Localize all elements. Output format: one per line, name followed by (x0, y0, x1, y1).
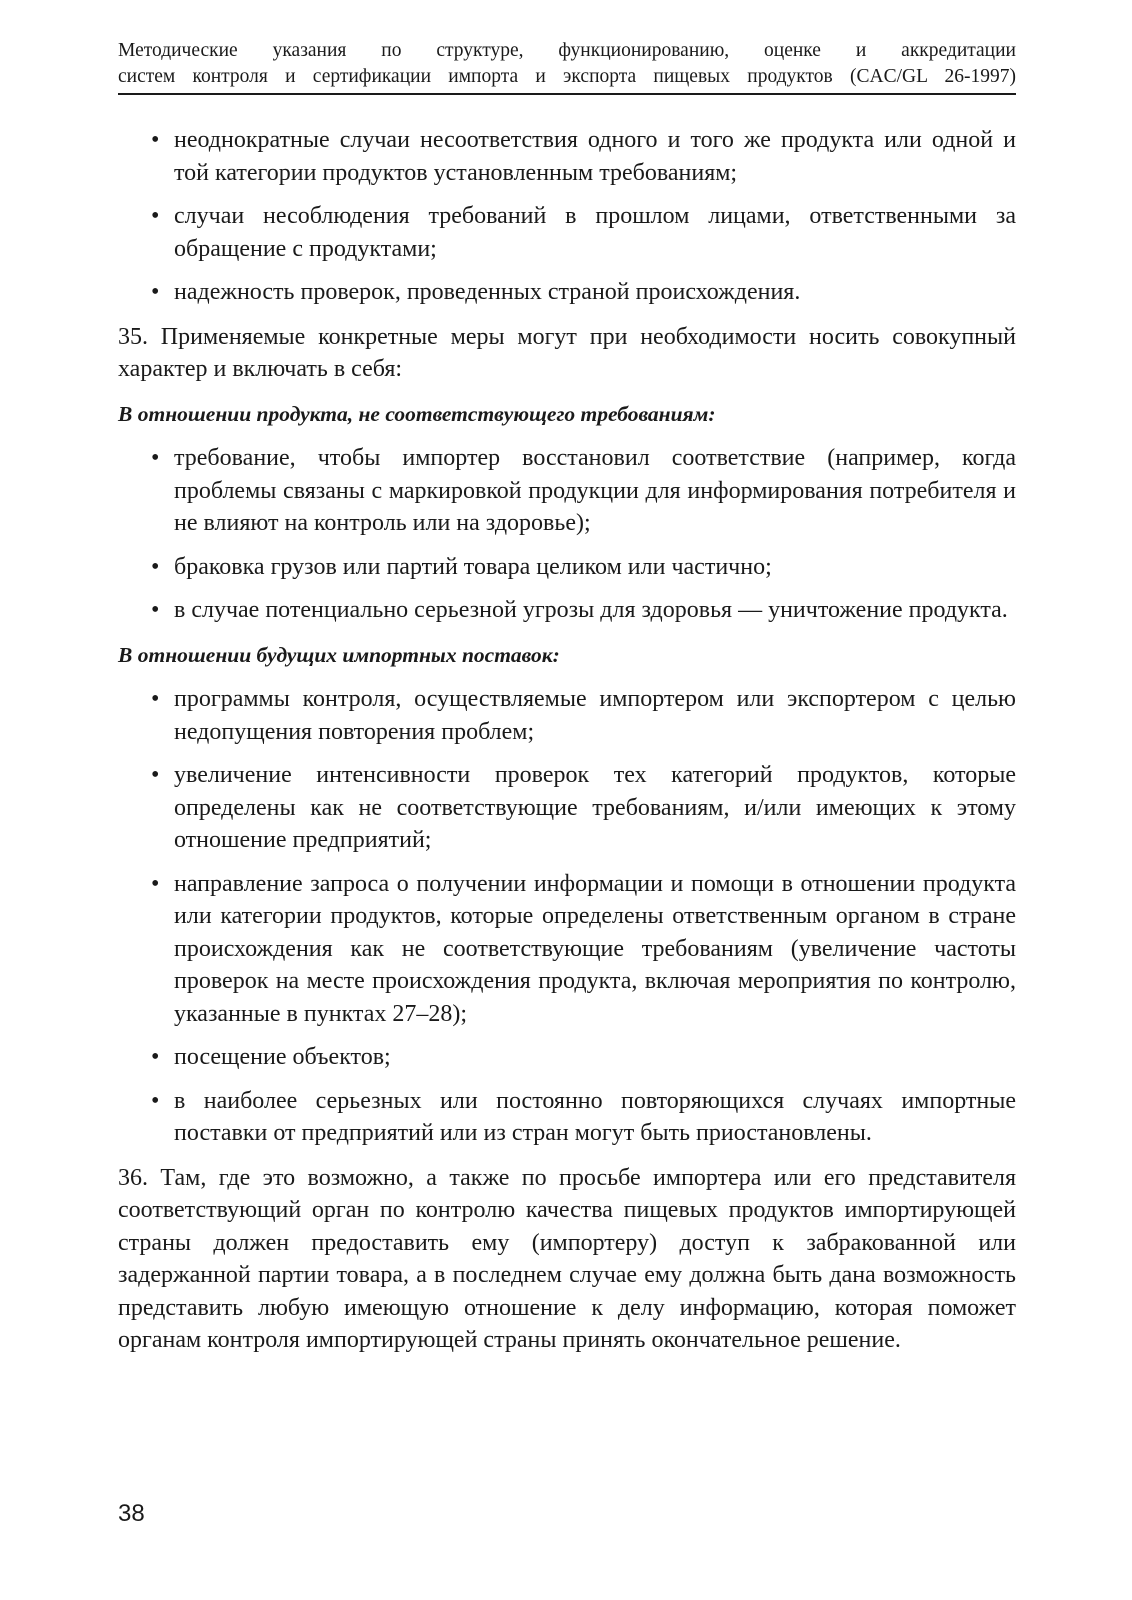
bullet-icon: • (151, 203, 160, 229)
running-header (118, 38, 1016, 90)
list-item-text: надежность проверок, проведенных страной происхождения. (174, 279, 801, 305)
bullet-list-3 (118, 683, 1016, 1150)
list-item-text: случаи несоблюдения требований в прошлом лицами, ответственными за обращение с продуктами; (174, 203, 1016, 262)
bullet-icon: • (151, 686, 160, 712)
bullet-icon: • (151, 553, 160, 580)
list-item-text: в наиболее серьезных или постоянно повторяющихся случаях импортные поставки от предприятий или из стран могут быть приостановлены. (174, 1087, 1016, 1146)
list-item (118, 276, 1016, 309)
list-item-text: программы контроля, осуществляемые импортером или экспортером с целью недопущения повторения проблем; (174, 686, 1016, 745)
paragraph-36: 36. Там, где это возможно, а также по просьбе импортера или его представителя соответствующий орган по контролю качества пищевых продуктов импортирующей страны должен предоставить ему (импортеру) доступ к забракованной или задержанной партии товара, а в последнем случае ему должна быть дана возможность представить любую имеющую отношение к делу информацию, которая поможет органам контроля импортирующей страны принять окончательное решение. (118, 1164, 1016, 1353)
list-item (118, 594, 1016, 627)
list-item-text: увеличение интенсивности проверок тех категорий продуктов, которые определены как не соответствующие требованиям, и/или имеющих к этому отношение предприятий; (174, 762, 1016, 853)
bullet-icon: • (151, 1044, 160, 1070)
list-item (118, 1085, 1016, 1150)
bullet-list-2 (118, 442, 1016, 627)
list-item-text: требование, чтобы импортер восстановил соответствие (например, когда проблемы связаны с маркировкой продукции для информирования потребителя и не влияют на контроль или на здоровье); (174, 445, 1016, 536)
bullet-list-1 (118, 124, 1016, 309)
bullet-icon: • (151, 279, 160, 305)
list-item (118, 1041, 1016, 1074)
header-line-1: Методические указания по структуре, функционированию, оценке и аккредитации (118, 40, 1016, 61)
body-text (118, 124, 1016, 1369)
list-item (118, 759, 1016, 857)
header-rule (118, 93, 1016, 95)
page-number: 38 (118, 1500, 145, 1527)
list-item (118, 124, 1016, 189)
list-item (118, 551, 1016, 584)
subheading-future-imports: В отношении будущих импортных поставок: (118, 642, 560, 667)
bullet-icon: • (151, 762, 160, 788)
list-item-text: неоднократные случаи несоответствия одного и того же продукта или одной и той категории продуктов установленным требованиям; (174, 127, 1016, 186)
list-item (118, 683, 1016, 748)
bullet-icon: • (151, 597, 160, 623)
list-item-text: посещение объектов; (174, 1044, 391, 1070)
list-item (118, 442, 1016, 540)
list-item-text: браковка грузов или партий товара целиком или частично; (174, 553, 772, 580)
subheading-noncompliant-product: В отношении продукта, не соответствующего требованиям: (118, 401, 716, 426)
bullet-icon: • (151, 870, 160, 897)
bullet-icon: • (151, 445, 160, 471)
header-line-2: систем контроля и сертификации импорта и экспорта пищевых продуктов (CAC/GL 26-1997) (118, 66, 1016, 87)
bullet-icon: • (151, 127, 160, 153)
list-item (118, 200, 1016, 265)
bullet-icon: • (151, 1087, 160, 1114)
list-item (118, 868, 1016, 1031)
list-item-text: направление запроса о получении информации и помощи в отношении продукта или категории продуктов, которые определены ответственным органом в стране происхождения как не соответствующие требованиям (увеличение частоты проверок на месте происхождения продукта, включая мероприятия по контролю, указанные в пунктах 27–28); (174, 870, 1016, 1027)
paragraph-35: 35. Применяемые конкретные меры могут при необходимости носить совокупный характер и включать в себя: (118, 323, 1016, 382)
list-item-text: в случае потенциально серьезной угрозы для здоровья — уничтожение продукта. (174, 597, 1008, 623)
